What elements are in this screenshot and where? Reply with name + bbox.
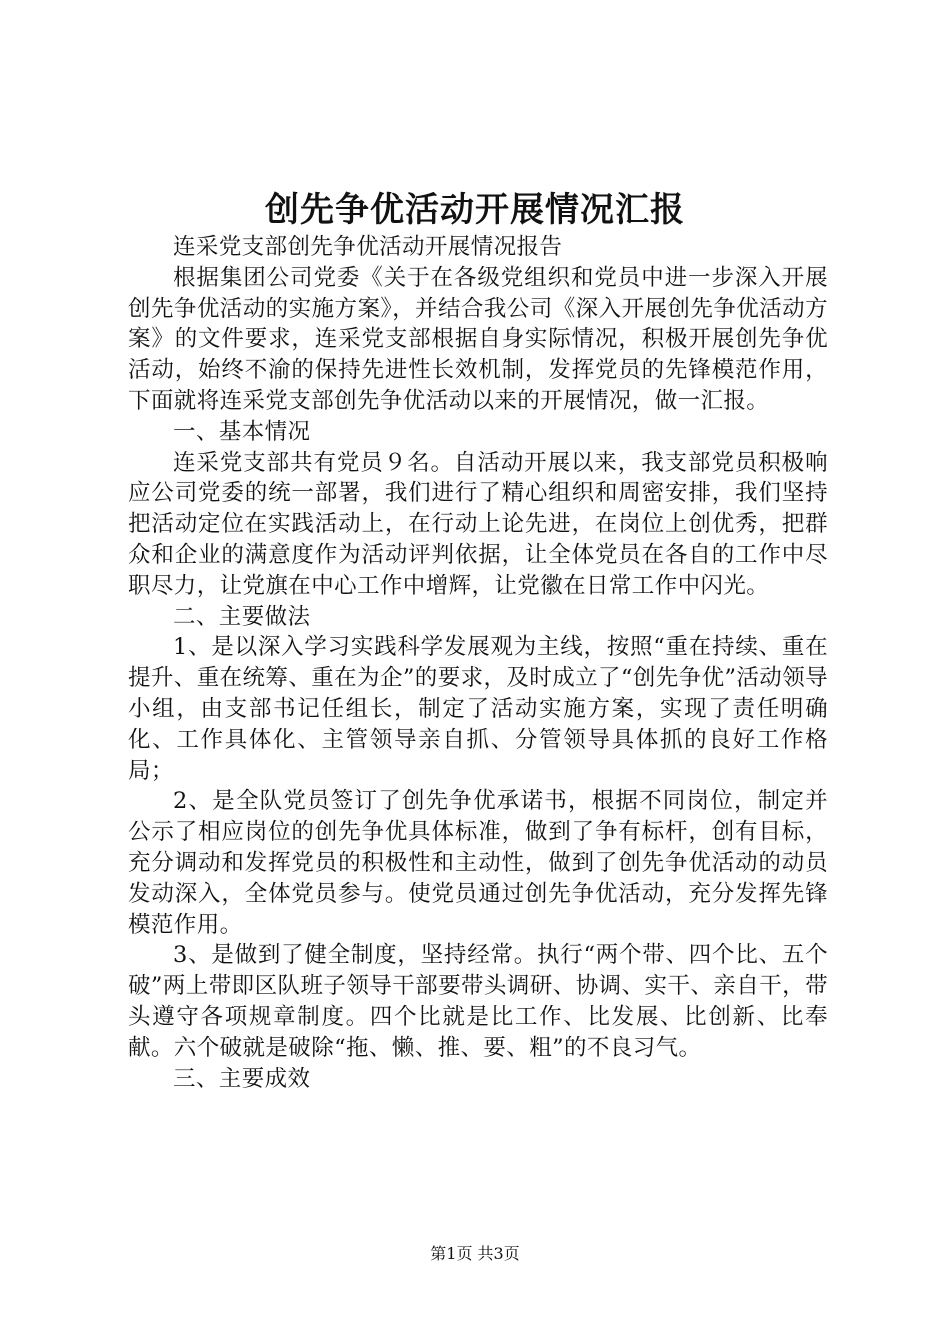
method-item-2: 2、是全队党员签订了创先争优承诺书，根据不同岗位，制定并公示了相应岗位的创先争优具体标准，做到了争有标杆，创有目标，充分调动和发挥党员的积极性和主动性，做到了创先争优活动的动员发动深入，全体党员参与。使党员通过创先争优活动，充分发挥先锋模范作用。 bbox=[128, 788, 828, 938]
method-item-1: 1、是以深入学习实践科学发展观为主线，按照“重在持续、重在提升、重在统筹、重在为企”的要求，及时成立了“创先争优”活动领导小组，由支部书记任组长，制定了活动实施方案，实现了责任明确化、工作具体化、主管领导亲自抓、分管领导具体抓的良好工作格局； bbox=[128, 634, 828, 784]
basic-situation-paragraph: 连采党支部共有党员９名。自活动开展以来，我支部党员积极响应公司党委的统一部署，我们进行了精心组织和周密安排，我们坚持把活动定位在实践活动上，在行动上论先进，在岗位上创优秀，把群众和企业的满意度作为活动评判依据，让全体党员在各自的工作中尽职尽力，让党旗在中心工作中增辉，让党徽在日常工作中闪光。 bbox=[128, 449, 828, 599]
section-heading-basic-situation: 一、基本情况 bbox=[173, 418, 311, 445]
section-heading-main-methods: 二、主要做法 bbox=[173, 603, 311, 630]
section-heading-main-results: 三、主要成效 bbox=[173, 1065, 311, 1092]
intro-paragraph: 根据集团公司党委《关于在各级党组织和党员中进一步深入开展创先争优活动的实施方案》，并结合我公司《深入开展创先争优活动方案》的文件要求，连采党支部根据自身实际情况，积极开展创先争优活动，始终不渝的保持先进性长效机制，发挥党员的先锋模范作用，下面就将连采党支部创先争优活动以来的开展情况，做一汇报。 bbox=[128, 264, 828, 414]
page-footer: 第1页 共3页 bbox=[430, 1244, 520, 1263]
report-subtitle: 连采党支部创先争优活动开展情况报告 bbox=[173, 234, 563, 260]
document-body bbox=[128, 232, 828, 1094]
method-item-3: 3、是做到了健全制度，坚持经常。执行“两个带、四个比、五个破”两上带即区队班子领导干部要带头调研、协调、实干、亲自干，带头遵守各项规章制度。四个比就是比工作、比发展、比创新、比奉献。六个破就是破除“拖、懒、推、要、粗”的不良习气。 bbox=[128, 942, 828, 1061]
document-title: 创先争优活动开展情况汇报 bbox=[265, 190, 685, 230]
